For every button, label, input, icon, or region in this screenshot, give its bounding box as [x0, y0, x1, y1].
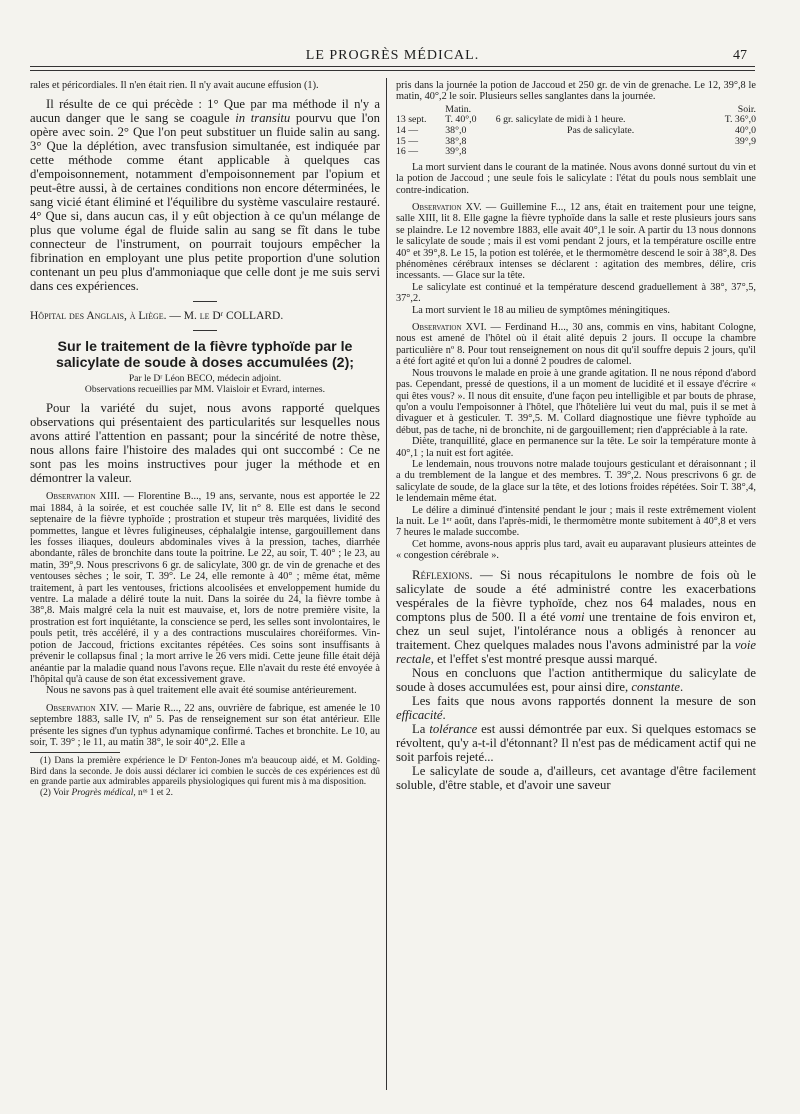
paragraph: La mort survient le 18 au milieu de symptômes méningitiques. [412, 304, 670, 316]
article-title: Sur le traitement de la fièvre typhoïde par le salicylate de soude à doses accumulées (2); [55, 339, 355, 372]
text-run: une trentaine de fois environ et, chez un seul sujet, l'intolérance nous a obligés à renoncer au traitement. Chez quelques malades nous l'avons administré par la [396, 609, 756, 652]
separator [193, 330, 217, 331]
text-run: — Ferdinand H..., 30 ans, commis en vins, habitant Cologne, nous est amené de l'hôtel où il était alité depuis 2 jours. Il occupe la chambre particulière nº 8. Pour tout renseignement on nous dit qu'il souffre depuis 2 jours, qu'il a été fort agité et qu'on lui a donné 2 poudres de calomel. [396, 322, 756, 368]
table-cell: 14 — [396, 125, 419, 136]
intro-paragraph: Pour la variété du sujet, nous avons rapporté quelques observations qui présentaient des particularités sur lesquelles nous avons attiré l'attention en passant; pour la sincérité de notre thèse, nous allons faire l'histoire des malades qui ont succombé : Ce ne sont pas les moins instructives pour juger la méthode et en démontrer la valeur. [30, 401, 380, 486]
left-column [30, 80, 380, 1092]
text-run: — Guillemine F..., 12 ans, était en traitement pour une teigne, salle XIII, lit 8. Elle gagne la fièvre typhoïde dans la salle et reste plusieurs jours sans se plaindre. Le 12 novembre 1883, elle avait 40°,1 le soir. A partir du 13 nous donnons le salicylate de soude ; mais il est vomi pendant 2 jours, et la température oscille entre 40° et 39°,8. Le 15, la potion est tolérée, et le thermomètre descend le soir à 38°,8. Des phénomènes cérébraux intenses se déclarent : agitation des membres, délire, cris incessants. — Glace sur la tête. [396, 202, 756, 282]
observation-label: Observation XIV. [46, 702, 119, 714]
observation-label: Observation XIII. [46, 491, 120, 503]
paragraph: rales et péricordiales. Il n'en était rien. Il n'y avait aucune effusion (1). [30, 80, 319, 91]
table-cell: 6 gr. salicylate de midi à 1 heure. [495, 114, 626, 126]
text-run: — Marie R..., 22 ans, ouvrière de fabrique, est amenée le 10 septembre 1883, salle IV, nº 5. Pas de renseignement sur son état antérieur. Elle présente les signes d'un typhus adynamique confirmé. Taches et bronchite. Le 10, au soir, T. 39° ; le 11, au matin 38°, le soir 40°,2. Elle a [30, 702, 380, 748]
text-run: , nᵒˢ 1 et 2. [133, 787, 173, 798]
paragraph: Cet homme, avons-nous appris plus tard, avait eu auparavant plusieurs atteintes de « congestion cérébrale ». [396, 538, 756, 562]
text-run: La [412, 721, 430, 736]
paragraph: Le salicylate de soude a, d'ailleurs, cet avantage d'être facilement soluble, d'être stable, et d'avoir une saveur [396, 763, 756, 792]
italic-run: in transitu [235, 111, 291, 126]
table-cell: Matin. [445, 103, 472, 115]
right-column [396, 80, 756, 1092]
efficacy-paragraph [396, 694, 756, 722]
table-cell [496, 137, 706, 148]
hospital-heading: Hôpital des Anglais, à Liège. — M. le Dʳ COLLARD. [30, 310, 284, 323]
separator [193, 301, 217, 302]
text-run: . [680, 679, 684, 694]
table-cell: 13 sept. [396, 114, 427, 126]
paragraph: Le salicylate est continué et la température descend graduellement à 38°, 37°,5, 37°,2. [396, 281, 756, 305]
table-cell: 38°,0 [445, 125, 467, 136]
running-header [30, 44, 755, 68]
table-cell: 39°,9 [734, 135, 756, 147]
observation-15 [396, 202, 756, 282]
footnote-2 [30, 788, 380, 798]
table-cell: 38°,8 [445, 135, 467, 147]
text-run: — Florentine B..., 19 ans, servante, nous est apportée le 22 mai 1884, à la soirée, et est couchée salle IV, lit n° 8. Elle est dans le second septenaire de la fièvre typhoïde ; prostration et stupeur très marquées, lividité des pommettes, langue et lèvres fuligineuses, céphalalgie intense, gargouillement dans les fosses iliaques, douleurs abdominales vives à la pression, taches, diarrhée abondante, râles de bronchite dans toute la poitrine. Le 22, au soir, T. 40° ; le 23, au matin, 39°,9. Nous prescrivons 6 gr. de salicylate, 300 gr. de vin de grenache et des ventouses sèches ; le soir, T. 39°. Le 24, elle remonte à 40° ; même état, même traitement, à part les ventouses, frictions alcoolisées et enveloppement humide du ventre. La malade a déliré toute la nuit. Dans la soirée du 24, la fièvre tombe à 38°,8. Mais malgré cela la nuit est mauvaise, et, lors de notre première visite, la prostration est fort inquiétante, la conscience se perd, les selles sont involontaires, le pouls petit, très accéléré, il y a des contractions musculaires choréiformes. Vin-potion de Jaccoud, frictions excitantes répétées. Ces soins sont insuffisants à prévenir le collapsus final ; la mort arrive le 26 vers midi. Cette jeune fille était déjà anéantie par la maladie quand nous l'avons reçue. Elle n'avait du reste été envoyée à l'hôpital qu'à cause de son état excessivement grave. [30, 491, 380, 685]
reflections-paragraph [396, 568, 756, 666]
text-run: est aussi démontrée par eux. Si quelques estomacs se révoltent, qu'y a-t-il d'étonnant? Il n'est pas de médicament actif qui ne soit parfois rejeté... [396, 721, 756, 764]
italic-run: tolérance [429, 721, 478, 736]
journal-title: LE PROGRÈS MÉDICAL. [305, 48, 480, 63]
paragraph: Le délire a diminué d'intensité pendant le jour ; mais il reste extrêmement violent la nuit. Le 1ᵉʳ août, dans l'après-midi, le thermomètre monte subitement à 40°,8 et vers 7 heures le malade succombe. [396, 504, 756, 539]
header-rule [30, 66, 755, 67]
paragraph: pris dans la journée la potion de Jaccoud et 250 gr. de vin de grenache. Le 12, 39°,8 le matin, 40°,2 le soir. Plusieurs selles sanglantes dans la journée. [396, 80, 756, 103]
text-run: — Si nous récapitulons le nombre de fois où le salicylate de soude a été administré contre les exacerbations vespérales de la fièvre typhoïde, chez nos 64 malades, nous en comptons plus de 500. Il a été [396, 567, 756, 624]
table-cell: Soir. [737, 103, 756, 115]
observation-13 [30, 491, 380, 685]
table-cell: T. 36°,0 [724, 114, 756, 126]
paragraph: Nous trouvons le malade en proie à une grande agitation. Il ne nous répond d'abord pas. Cependant, pressé de questions, il a un moment de lucidité et il essaye d'écrire « qui êtes vous? ». Il nous dit ensuite, d'une façon peu intelligible et par bouts de phrase, qu'on a voulu l'empoisonner à l'hôtel, que l'hôtelière lui veut du mal, puis il se met à divaguer et à gesticuler. T. 39°,5. M. Collard diagnostique une fièvre typhoïde au début, pas de tache, ni de bronchite, ni de gargouillement; rien d'appréciable à la rate. [396, 367, 756, 436]
text-run: Les faits que nous avons rapportés donnent la mesure de son [412, 693, 756, 708]
table-cell: 15 — [396, 135, 419, 147]
paragraph: Diète, tranquillité, glace en permanence sur la tête. Le soir la température monte à 40°,1 ; la nuit est fort agitée. [396, 436, 756, 459]
table-cell [706, 147, 757, 158]
table-row [396, 147, 756, 158]
italic-run: efficacité [396, 707, 443, 722]
text-run: . [442, 707, 446, 722]
paragraph: La mort survient dans le courant de la matinée. Nous avons donné surtout du vin et la potion de Jaccoud ; une seule fois le salicylate : l'état du pouls nous semblait une contre-indication. [396, 161, 756, 196]
text-run: Il résulte de ce qui précède : 1° Que par ma méthode il n'y a aucun danger que le sang se coagule [30, 97, 380, 126]
section-label: Réflexions. [412, 567, 473, 582]
observation-label: Observation XVI. [412, 322, 487, 334]
italic-run: voie rectale [396, 637, 756, 666]
header-rule-thin [30, 70, 755, 71]
table-cell [496, 147, 706, 158]
table-cell: T. 40°,0 [445, 114, 477, 126]
column-divider [386, 78, 387, 1090]
text-run: pourvu que l'on opère avec soin. 2° Que l'on peut substituer un fluide salin au sang. 3° Que la déplétion, avec transfusion simultanée, est indiquée par cette méthode comme étant applicable à quelques cas d'empoisonnement, notamment d'empoisonnement par l'opium et peut-être aussi, à de certaines conditions non encore déterminées, le sang vicié étant éliminé et l'équilibre du système vasculaire restauré. 4° Que si, dans aucun cas, il y eût objection à ce qu'un mélange de plus que volume égal de fluide salin au sang se fît dans le tube connecteur de l'instrument, on pourrait toujours empêcher la fibrination en employant une plus petite proportion d'une solution contenant un peu plus d'ammoniaque que celle dont je me suis servi dans ces expériences. [30, 111, 380, 294]
observation-label: Observation XV. [412, 202, 482, 213]
observation-14 [30, 703, 380, 749]
table-cell: 16 — [396, 146, 419, 158]
paragraph: Nous ne savons pas à quel traitement elle avait été soumise antérieurement. [46, 685, 357, 697]
byline-observers: Observations recueillies par MM. Vlaisloir et Evrard, internes. [84, 384, 326, 396]
conclusion-paragraph [396, 666, 756, 694]
footnote-1: (1) Dans la première expérience le Dʳ Fenton-Jones m'a beaucoup aidé, et M. Golding-Bird dans la seconde. Je dois aussi déclarer ici combien le succès de ces expériences est dû en grande partie aux admirables appareils physiologiques qui furent mis à ma disposition. [30, 756, 380, 788]
text-run: (2) Voir [40, 787, 72, 798]
table-cell: 39°,8 [445, 146, 467, 158]
byline-author: Par le Dʳ Léon BECO, médecin adjoint. [128, 373, 282, 385]
paragraph: Le lendemain, nous trouvons notre malade toujours gesticulant et déraisonnant ; il a du tremblement de la langue et des membres. T. 39°,2. Nous prescrivons 6 gr. de salicylate de soude, de la glace sur la tête, et des lotions froides répétées. Soir T. 38°,4, le lendemain même état. [396, 458, 756, 505]
italic-run: constante [631, 679, 680, 694]
table-cell: Pas de salicylate. [567, 125, 635, 136]
tolerance-paragraph [396, 722, 756, 764]
italic-run: vomi [559, 609, 585, 624]
temperature-table [396, 105, 756, 158]
text-run: Nous en concluons que l'action antithermique du salicylate de soude à doses accumulées est, pour ainsi dire, [396, 665, 756, 694]
italic-run: Progrès médical [71, 787, 134, 798]
page-number: 47 [733, 48, 747, 63]
table-row [396, 126, 756, 137]
text-run: , et l'effet s'est montré presque aussi marqué. [430, 651, 658, 666]
table-cell: 40°,0 [734, 125, 756, 136]
paragraph-conclusions [30, 97, 380, 293]
footnote-rule [30, 752, 120, 753]
observation-16 [396, 322, 756, 368]
